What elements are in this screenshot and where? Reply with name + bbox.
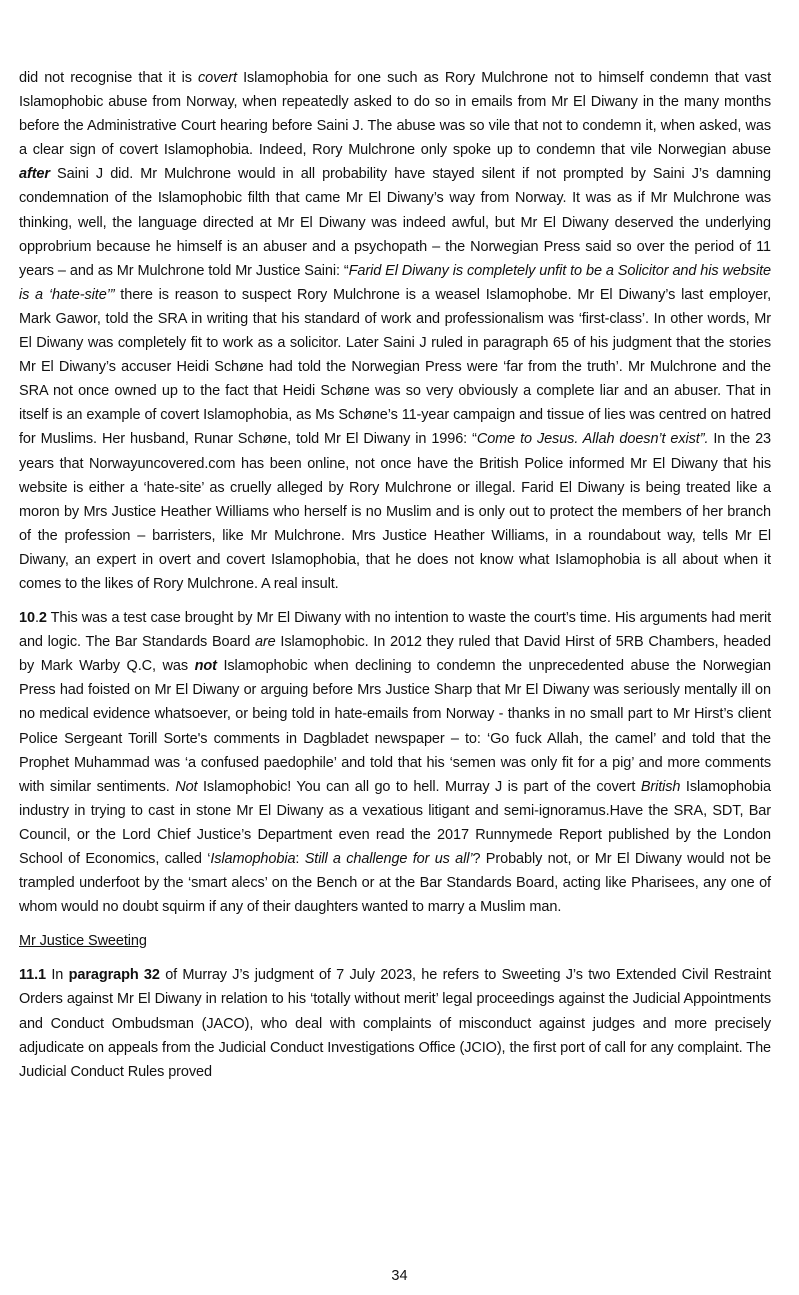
text-run: after — [19, 166, 50, 183]
text-run: of Murray J’s judgment of 7 July 2023, he refers to Sweeting J’s two Extended Civil Restraint Orders against Mr El Diwany in relation to his ‘totally without merit’ legal proceedings against the Judicial Appointments and Conduct Ombudsman (JACO), who deal with complaints of misconduct against judges and more precisely adjudicate on appeals from the Judicial Conduct Investigations Office (JCIO), the first port of call for any complaint. The Judicial Conduct Rules proved — [19, 967, 771, 1080]
text-run: 10 — [19, 610, 35, 627]
text-run: did not recognise that it is — [19, 70, 199, 86]
text-run: Islamophobic when declining to condemn the unprecedented abuse the Norwegian Press had foisted on Mr El Diwany or arguing before Mrs Justice Sharp that Mr El Diwany was seriously mentally ill on no medical evidence whatsoever, or being told in hate-emails from Norway - thanks in no small part to Mr Hirst’s client Police Sergeant Torill Sorte's comments in Dagbladet newspaper – to: ‘Go fuck Allah, the camel’ and told that the Prophet Muhammad was ‘a confused paedophile’ and told that his ‘semen was only fit for a pig’ and more comments with similar sentiments. — [19, 658, 771, 795]
text-run: British — [640, 778, 681, 795]
text-run: Come to Jesus. Allah doesn’t exist”. — [476, 431, 709, 448]
text-run: Islamophobia — [210, 851, 296, 867]
text-run: are — [254, 634, 276, 651]
text-run: : — [295, 851, 305, 867]
paragraph-11-1 — [19, 963, 771, 1083]
text-run: Islamophobic! You can all go to hell. Murray J is part of the covert — [197, 778, 641, 795]
text-run: This was a test case brought by Mr El Diwany with no intention to waste the court’s time. His arguments had merit and logic. The Bar Standards Board — [19, 610, 771, 651]
text-run: Farid El Diwany is completely unfit to be a Solicitor and his website is a ‘hate-site’” — [19, 262, 771, 303]
text-run: Islamophobia for one such as Rory Mulchrone not to himself condemn that vast Islamophobic abuse from Norway, when repeatedly asked to do so in emails from Mr El Diwany in the many months before the Administrative Court hearing before Saini J. The abuse was so vile that not to condemn it, when asked, was a clear sign of covert Islamophobia. Indeed, Rory Mulchrone only spoke up to condemn that vile Norwegian abuse — [19, 70, 771, 159]
text-run: In — [46, 967, 69, 984]
text-run: there is reason to suspect Rory Mulchrone is a weasel Islamophobe. Mr El Diwany’s last employer, Mark Gawor, told the SRA in writing that his standard of work and professionalism was ‘first-class’. In other words, Mr El Diwany was completely fit to work as a solicitor. Later Saini J ruled in paragraph 65 of his judgment that the stories Mr El Diwany’s accuser Heidi Schøne had told the Norwegian Press were ‘far from the truth’. Mr Mulchrone and the SRA not once owned up to the fact that Heidi Schøne was so very obviously a complete liar and an abuser. That in itself is an example of covert Islamophobia, as Ms Schøne’s 11-year campaign and tissue of lies was centred on hatred for Muslims. Her husband, Runar Schøne, told Mr El Diwany in 1996: “ — [19, 286, 772, 448]
text-run: not — [194, 658, 217, 675]
text-run: Not — [175, 778, 198, 795]
text-run: 11.1 — [19, 967, 47, 984]
text-run: 2 — [38, 610, 47, 627]
text-run: Saini J did. Mr Mulchrone would in all probability have stayed silent if not prompted by Saini J’s damning condemnation of the Islamophobic filth that came Mr El Diwany’s way from Norway. It was as if Mr Mulchrone was thinking, well, the language directed at Mr El Diwany was indeed awful, but Mr El Diwany deserved the underlying opprobrium because he himself is an abuser and a psychopath – the Norwegian Press said so over the period of 11 years – and as Mr Mulchrone told Mr Justice Saini: “ — [19, 166, 771, 279]
text-run: Islamophobia industry in trying to cast in stone Mr El Diwany as a vexatious litigant and semi-ignoramus.Have the SRA, SDT, Bar Council, or the Lord Chief Justice’s Department even read the 2017 Runnymede Report published by the London School of Economics, called ‘ — [19, 778, 771, 867]
document-body — [19, 66, 771, 1084]
text-run: In the 23 years that Norwayuncovered.com has been online, not once have the British Police informed Mr El Diwany that his website is either a ‘hate-site’ as cruelly alleged by Rory Mulchrone or illegal. Farid El Diwany is being treated like a moron by Mrs Justice Heather Williams who herself is no Muslim and is only out to protect the members of her branch of the profession – barristers, like Mr Mulchrone. Mrs Justice Heather Williams, in a roundabout way, tells Mr El Diwany, an expert in overt and covert Islamophobia, that he does not know what Islamophobia is all about when it comes to the likes of Rory Mulchrone. A real insult. — [19, 431, 771, 592]
text-run: covert — [198, 70, 237, 86]
text-run: paragraph 32 — [68, 967, 160, 984]
page-number: 34 — [391, 1268, 408, 1284]
text-run: Still a challenge for us all’ — [304, 851, 473, 867]
paragraph-10-2 — [19, 606, 771, 919]
paragraph-10-1-continuation — [19, 66, 771, 596]
text-run: Islamophobic. In 2012 they ruled that David Hirst of 5RB Chambers, headed by Mark Warby Q.C, was — [19, 634, 771, 675]
section-heading: Mr Justice Sweeting — [19, 933, 147, 950]
text-run: . — [34, 610, 39, 627]
text-run: ? Probably not, or Mr El Diwany would not be trampled underfoot by the ‘smart alecs’ on the Bench or at the Bar Standards Board, acting like Pharisees, any one of whom would no doubt squirm if any of their daughters wanted to marry a Muslim man. — [19, 851, 771, 916]
